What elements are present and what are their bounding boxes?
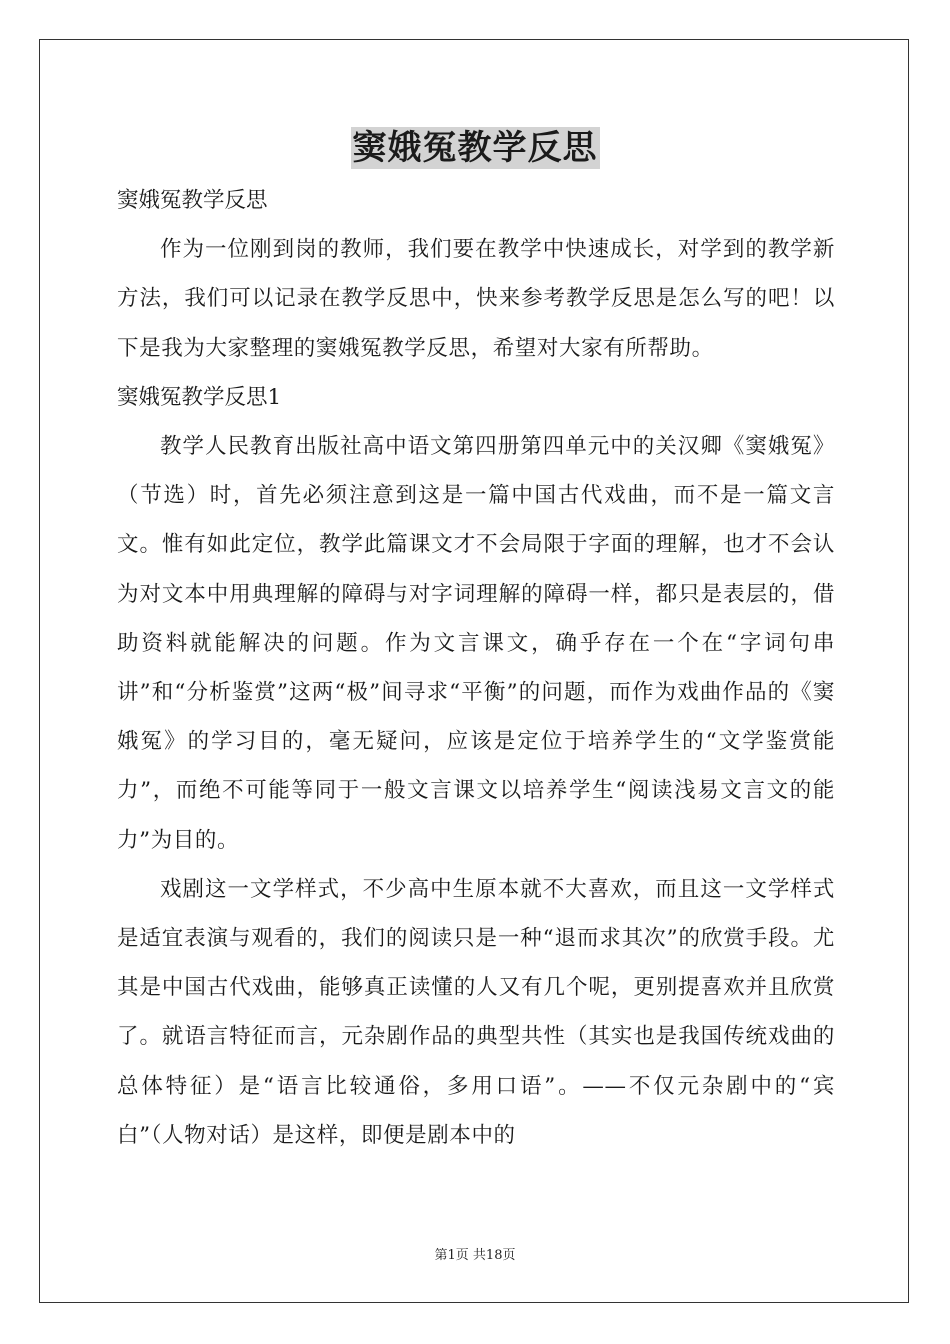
title-container bbox=[0, 127, 950, 169]
document-body bbox=[117, 176, 835, 1160]
page-footer: 第1页 共18页 bbox=[434, 1248, 516, 1263]
body-paragraph-1: 教学人民教育出版社高中语文第四册第四单元中的关汉卿《窦娥冤》（节选）时，首先必须注意到这是一篇中国古代戏曲，而不是一篇文言文。惟有如此定位，教学此篇课文才不会局限于字面的理解，也才不会认为对文本中用典理解的障碍与对字词理解的障碍一样，都只是表层的，借助资料就能解决的问题。作为文言课文，确乎存在一个在“字词句串讲”和“分析鉴赏”这两“极”间寻求“平衡”的问题，而作为戏曲作品的《窦娥冤》的学习目的，毫无疑问，应该是定位于培养学生的“文学鉴赏能力”，而绝不可能等同于一般文言课文以培养学生“阅读浅易文言文的能力”为目的。 bbox=[117, 434, 835, 853]
intro-paragraph: 作为一位刚到岗的教师，我们要在教学中快速成长，对学到的教学新方法，我们可以记录在教学反思中，快来参考教学反思是怎么写的吧！以下是我为大家整理的窦娥冤教学反思，希望对大家有所帮助。 bbox=[117, 237, 835, 361]
document-title: 窦娥冤教学反思 bbox=[352, 128, 598, 168]
section-heading: 窦娥冤教学反思1 bbox=[117, 384, 282, 410]
document-subtitle: 窦娥冤教学反思 bbox=[117, 188, 268, 213]
body-paragraph-2: 戏剧这一文学样式，不少高中生原本就不大喜欢，而且这一文学样式是适宜表演与观看的，我们的阅读只是一种“退而求其次”的欣赏手段。尤其是中国古代戏曲，能够真正读懂的人又有几个呢，更别提喜欢并且欣赏了。就语言特征而言，元杂剧作品的典型共性（其实也是我国传统戏曲的总体特征）是“语言比较通俗，多用口语”。——不仅元杂剧中的“宾白”（人物对话）是这样，即便是剧本中的 bbox=[117, 876, 835, 1148]
